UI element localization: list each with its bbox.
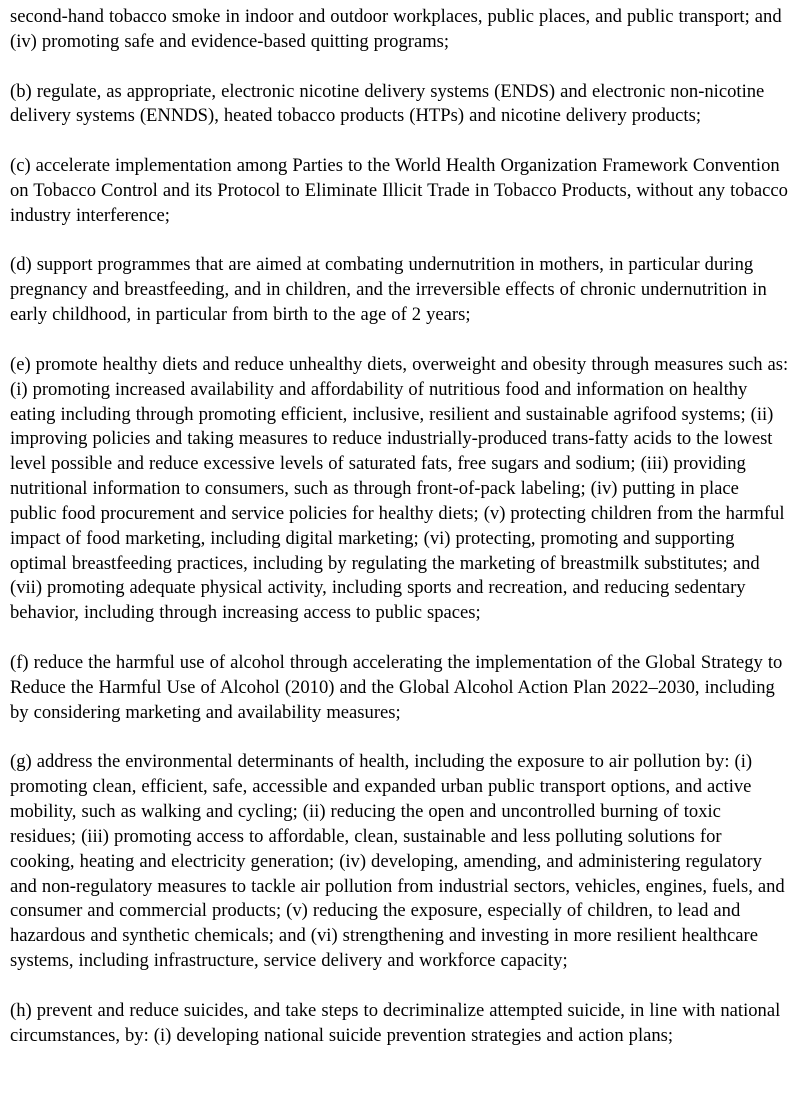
paragraph-c: (c) accelerate implementation among Parties to the World Health Organization Framework Convention on Tobacco Control and its Protocol to Eliminate Illicit Trade in Tobacco Products, without any tobacco industry interference; [10, 155, 788, 226]
paragraph-g: (g) address the environmental determinants of health, including the exposure to air pollution by: (i) promoting clean, efficient, safe, accessible and expanded urban public transport options, and active mobility, such as walking and cycling; (ii) reducing the open and uncontrolled burning of toxic residues; (iii) promoting access to affordable, clean, sustainable and less polluting solutions for cooking, heating and electricity generation; (iv) developing, amending, and administering regulatory and non-regulatory measures to tackle air pollution from industrial sectors, vehicles, engines, fuels, and consumer and commercial products; (v) reducing the exposure, especially of children, to lead and hazardous and synthetic chemicals; and (vi) strengthening and investing in more resilient healthcare systems, including infrastructure, service delivery and workforce capacity; [10, 751, 785, 972]
paragraph-b: (b) regulate, as appropriate, electronic nicotine delivery systems (ENDS) and electronic non-nicotine delivery systems (ENNDS), heated tobacco products (HTPs) and nicotine delivery products; [10, 80, 765, 127]
paragraph-e: (e) promote healthy diets and reduce unhealthy diets, overweight and obesity through measures such as: (i) promoting increased availability and affordability of nutritious food and information on healthy eating including through promoting efficient, inclusive, resilient and sustainable agrifood systems; (ii) improving policies and taking measures to reduce industrially-produced trans-fatty acids to the lowest level possible and reduce excessive levels of saturated fats, free sugars and sodium; (iii) providing nutritional information to consumers, such as through front-of-pack labeling; (iv) putting in place public food procurement and service policies for healthy diets; (v) protecting children from the harmful impact of food marketing, including digital marketing; (vi) protecting, promoting and supporting optimal breastfeeding practices, including by regulating the marketing of breastmilk substitutes; and (vii) promoting adequate physical activity, including sports and recreation, and reducing sedentary behavior, including through increasing access to public spaces; [10, 353, 789, 624]
paragraph-f: (f) reduce the harmful use of alcohol through accelerating the implementation of the Global Strategy to Reduce the Harmful Use of Alcohol (2010) and the Global Alcohol Action Plan 2022–2030, including by considering marketing and availability measures; [10, 651, 783, 723]
paragraph-a-continuation: second-hand tobacco smoke in indoor and outdoor workplaces, public places, and public transport; and (iv) promoting safe and evidence-based quitting programs; [10, 6, 782, 52]
paragraph-h: (h) prevent and reduce suicides, and take steps to decriminalize attempted suicide, in line with national circumstances, by: (i) developing national suicide prevention strategies and action plans; [10, 999, 781, 1046]
paragraph-d: (d) support programmes that are aimed at combating undernutrition in mothers, in particular during pregnancy and breastfeeding, and in children, and the irreversible effects of chronic undernutrition in early childhood, in particular from birth to the age of 2 years; [10, 254, 767, 326]
